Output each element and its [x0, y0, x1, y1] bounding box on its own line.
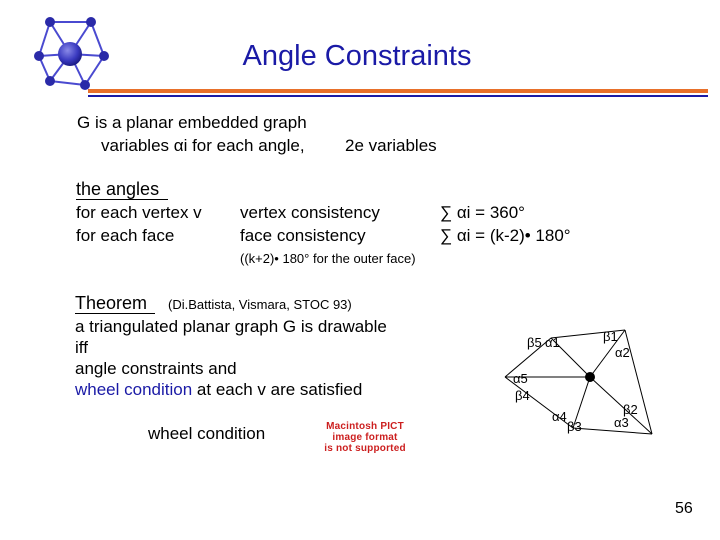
wheel-rim-edge: [573, 428, 652, 434]
angles-heading: the angles: [76, 179, 160, 199]
vertex-constraint: vertex consistency: [240, 203, 380, 222]
graph-definition: G is a planar embedded graph: [77, 113, 307, 132]
theorem-line-1: a triangulated planar graph G is drawable: [75, 317, 387, 336]
angles-heading-underline: [76, 199, 168, 200]
theorem-label-underline: [75, 313, 155, 314]
face-constraint: face consistency: [240, 226, 366, 245]
variables-line: variables αi for each angle,: [101, 136, 305, 155]
label-alpha2: α2: [615, 345, 630, 360]
vertex-formula: ∑ αi = 360°: [440, 203, 525, 222]
label-alpha3: α3: [614, 415, 629, 430]
theorem-line-3: angle constraints and: [75, 359, 237, 378]
wheel-condition-link[interactable]: wheel condition: [75, 380, 193, 399]
label-beta1: β1: [603, 329, 618, 344]
label-beta4: β4: [515, 388, 530, 403]
theorem-line-4: [75, 380, 362, 400]
pict-line-2: image format: [332, 432, 398, 443]
theorem-label: Theorem: [75, 293, 148, 313]
vertex-label: for each vertex v: [76, 203, 202, 222]
title-underline-orange: [88, 89, 708, 93]
label-alpha1: α1: [545, 335, 560, 350]
page-number: 56: [675, 500, 693, 517]
face-formula: ∑ αi = (k-2)• 180°: [440, 226, 571, 245]
pict-line-1: Macintosh PICT: [326, 421, 404, 432]
wheel-center-vertex: [585, 372, 595, 382]
pict-unsupported-placeholder: [318, 421, 412, 454]
wheel-diagram: [490, 310, 665, 445]
outer-face-note: ((k+2)• 180° for the outer face): [240, 251, 416, 266]
slide-title: [0, 40, 720, 73]
label-alpha4: α4: [552, 409, 567, 424]
variables-count: 2e variables: [345, 136, 437, 155]
wheel-condition-label: wheel condition: [148, 424, 266, 443]
theorem-citation: (Di.Battista, Vismara, STOC 93): [168, 297, 352, 312]
label-beta5: β5: [527, 335, 542, 350]
label-alpha5: α5: [513, 371, 528, 386]
slide-title-text: Angle Constraints: [242, 40, 472, 72]
face-label: for each face: [76, 226, 175, 245]
title-underline-blue: [88, 95, 708, 97]
label-beta2: β2: [623, 402, 638, 417]
theorem-line-2: iff: [75, 338, 88, 357]
label-beta3: β3: [567, 419, 582, 434]
pict-line-3: is not supported: [324, 443, 406, 454]
theorem-line-4-rest: at each v are satisfied: [192, 380, 363, 399]
